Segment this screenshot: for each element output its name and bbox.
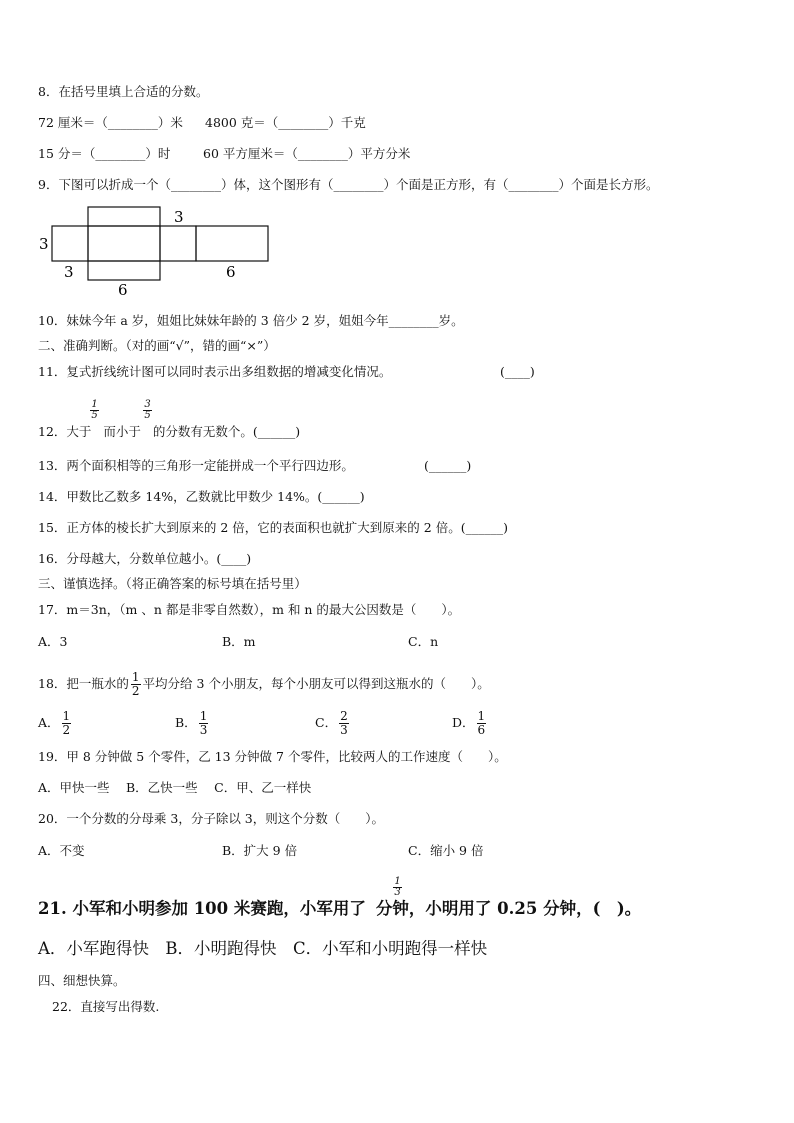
q20-text: 20．一个分数的分母乘 3，分子除以 3，则这个分数（ ）。 — [38, 811, 385, 826]
net-face-left — [52, 226, 88, 261]
q19-text: 19．甲 8 分钟做 5 个零件，乙 13 分钟做 7 个零件，比较两人的工作速度（ ）。 — [38, 749, 507, 764]
q14-text: 14．甲数比乙数多 14%，乙数就比甲数少 14%。(______) — [38, 489, 365, 504]
q8-line1a: 72 厘米＝（________）米 — [38, 115, 183, 130]
q9-text: 9．下图可以折成一个（________）体，这个图形有（________）个面是正方形，有（________）个面是长方形。 — [38, 177, 659, 192]
net-face-center — [88, 226, 160, 261]
q12-mid: 而小于 — [103, 424, 141, 439]
q17-text: 17．m＝3n，（m 、n 都是非零自然数），m 和 n 的最大公因数是（ ）。 — [38, 602, 461, 617]
q12-pre: 12．大于 — [38, 424, 92, 439]
q15-text: 15．正方体的棱长扩大到原来的 2 倍，它的表面积也就扩大到原来的 2 倍。(______) — [38, 520, 508, 535]
q11-blank: (____) — [500, 364, 535, 379]
q12-fraction-1: 1 5 — [91, 399, 98, 421]
q16-text: 16．分母越大，分数单位越小。(____) — [38, 551, 252, 566]
net-label-left: 3 — [39, 235, 49, 253]
q8-line2b: 60 平方厘米＝（________）平方分米 — [203, 146, 411, 161]
net-label-top: 3 — [174, 208, 184, 226]
section2-title: 二、准确判断。（对的画“√”，错的画“×”） — [38, 338, 276, 353]
q13-blank: (______) — [424, 458, 472, 473]
q18-option-c: C． $\frac{2}{3}$ — [315, 709, 348, 737]
q22-text: 22．直接写出得数. — [52, 999, 160, 1014]
q8-title: 8．在括号里填上合适的分数。 — [38, 84, 209, 99]
cuboid-net-diagram — [36, 205, 276, 300]
q21-line — [38, 899, 641, 919]
net-label-bottom-left: 3 — [64, 263, 74, 281]
q18-line — [38, 671, 490, 698]
q21-pre: 21. 小军和小明参加 100 米赛跑，小军用了 — [38, 899, 366, 918]
net-label-right: 6 — [226, 263, 236, 281]
q18-fraction: $\frac{1}{2}$ — [131, 670, 140, 698]
q11-text: 11．复式折线统计图可以同时表示出多组数据的增减变化情况。 — [38, 364, 392, 379]
section4-title: 四、细想快算。 — [38, 973, 126, 988]
q18-option-a: A． $\frac{1}{2}$ — [38, 709, 71, 737]
net-label-bottom: 6 — [118, 281, 128, 299]
q18-option-d: D． $\frac{1}{6}$ — [452, 709, 486, 737]
q12-line — [38, 424, 300, 440]
q20-option-c: C．缩小 9 倍 — [408, 843, 484, 858]
section3-title: 三、谨慎选择。（将正确答案的标号填在括号里） — [38, 576, 307, 591]
net-face-far-right — [196, 226, 268, 261]
q18-option-b: B． $\frac{1}{3}$ — [175, 709, 208, 737]
q17-option-c: C．n — [408, 634, 439, 649]
q8-line1b: 4800 克＝（________）千克 — [205, 115, 366, 130]
q8-line2a: 15 分＝（________）时 — [38, 146, 171, 161]
q21-fraction: 1 3 — [394, 876, 401, 898]
q13-text: 13．两个面积相等的三角形一定能拼成一个平行四边形。 — [38, 458, 354, 473]
q17-option-b: B．m — [222, 634, 256, 649]
q20-option-a: A．不变 — [38, 843, 85, 858]
q20-option-b: B．扩大 9 倍 — [222, 843, 298, 858]
q19-options: A．甲快一些 B．乙快一些 C．甲、乙一样快 — [38, 780, 312, 795]
q21-options: A．小军跑得快 B．小明跑得快 C．小军和小明跑得一样快 — [38, 939, 488, 958]
net-face-bottom — [88, 261, 160, 280]
q10-text: 10．妹妹今年 a 岁，姐姐比妹妹年龄的 3 倍少 2 岁，姐姐今年________岁。 — [38, 313, 464, 328]
net-face-top — [88, 207, 160, 226]
q17-option-a: A．3 — [38, 634, 68, 649]
q21-post: 分钟，小明用了 0.25 分钟，( )。 — [375, 899, 642, 918]
q12-post: 的分数有无数个。(______) — [152, 424, 301, 439]
net-face-right-square — [160, 226, 196, 261]
q12-fraction-2: 3 5 — [144, 399, 151, 421]
q18-pre: 18．把一瓶水的 — [38, 676, 129, 691]
q18-post: 平均分给 3 个小朋友，每个小朋友可以得到这瓶水的（ ）。 — [142, 676, 490, 691]
